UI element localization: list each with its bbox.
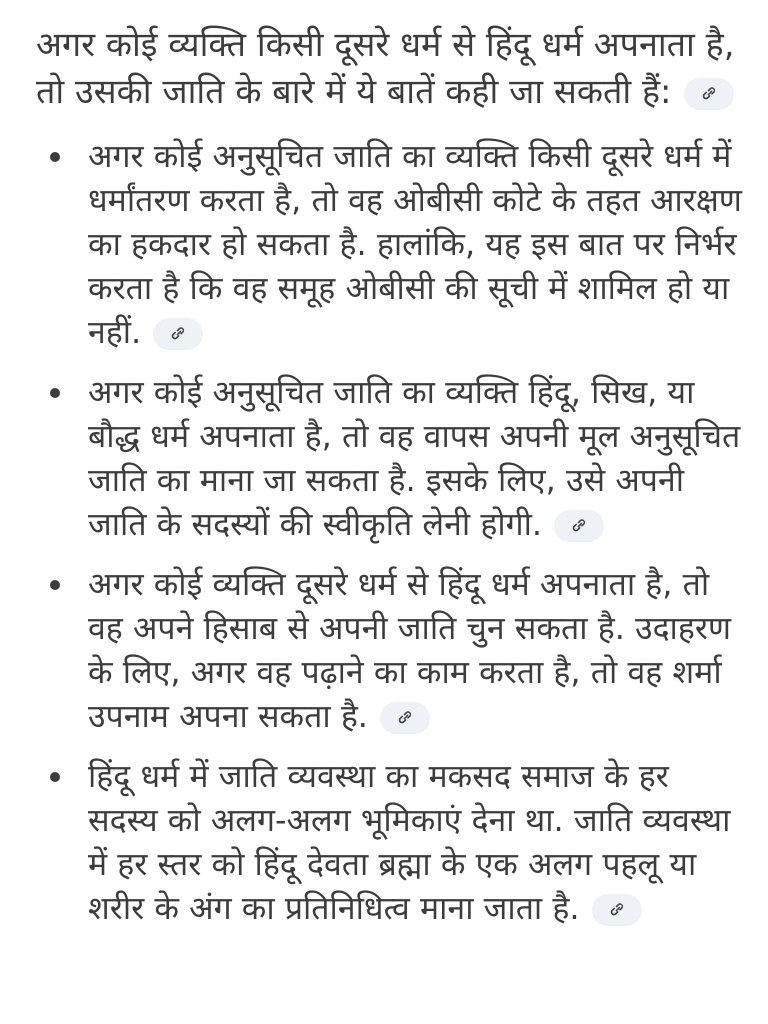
list-item-text: अगर कोई अनुसूचित जाति का व्यक्ति किसी दूसरे धर्म में धर्मांतरण करता है, तो वह ओबीसी कोटे के तहत आरक्षण का हकदार हो सकता है. हालांकि, यह इस बात पर निर्भर करता है कि वह समूह ओबीसी की सूची में शामिल हो या नहीं. — [88, 137, 742, 351]
bullet-dot — [50, 580, 60, 590]
bullet-dot — [50, 772, 60, 782]
list-item — [36, 562, 746, 738]
list-item-text: हिंदू धर्म में जाति व्यवस्था का मकसद समाज के हर सदस्य को अलग-अलग भूमिकाएं देना था. जाति व्यवस्था में हर स्तर को हिंदू देवता ब्रह्मा के एक अलग पहलू या शरीर के अंग का प्रतिनिधित्व माना जाता है. — [88, 757, 731, 927]
source-link-chip[interactable] — [684, 78, 734, 110]
link-icon — [699, 84, 719, 104]
bullet-list — [36, 134, 746, 930]
link-icon — [569, 516, 589, 536]
link-icon — [395, 708, 415, 728]
list-item — [36, 370, 746, 546]
list-item — [36, 134, 746, 354]
link-icon — [168, 324, 188, 344]
intro-paragraph — [36, 22, 746, 116]
source-link-chip[interactable] — [592, 894, 642, 926]
list-item — [36, 754, 746, 930]
list-item-text: अगर कोई अनुसूचित जाति का व्यक्ति हिंदू, सिख, या बौद्ध धर्म अपनाता है, तो वह वापस अपनी मूल अनुसूचित जाति का माना जा सकता है. इसके लिए, उसे अपनी जाति के सदस्यों की स्वीकृति लेनी होगी. — [88, 373, 741, 543]
answer-content — [36, 22, 746, 946]
source-link-chip[interactable] — [153, 318, 203, 350]
bullet-dot — [50, 152, 60, 162]
link-icon — [607, 900, 627, 920]
list-item-text: अगर कोई व्यक्ति दूसरे धर्म से हिंदू धर्म अपनाता है, तो वह अपने हिसाब से अपनी जाति चुन सकता है. उदाहरण के लिए, अगर वह पढ़ाने का काम करता है, तो वह शर्मा उपनाम अपना सकता है. — [88, 565, 732, 735]
source-link-chip[interactable] — [554, 510, 604, 542]
bullet-dot — [50, 388, 60, 398]
source-link-chip[interactable] — [380, 702, 430, 734]
intro-text: अगर कोई व्यक्ति किसी दूसरे धर्म से हिंदू धर्म अपनाता है, तो उसकी जाति के बारे में ये बातें कही जा सकती हैं: — [36, 25, 735, 112]
